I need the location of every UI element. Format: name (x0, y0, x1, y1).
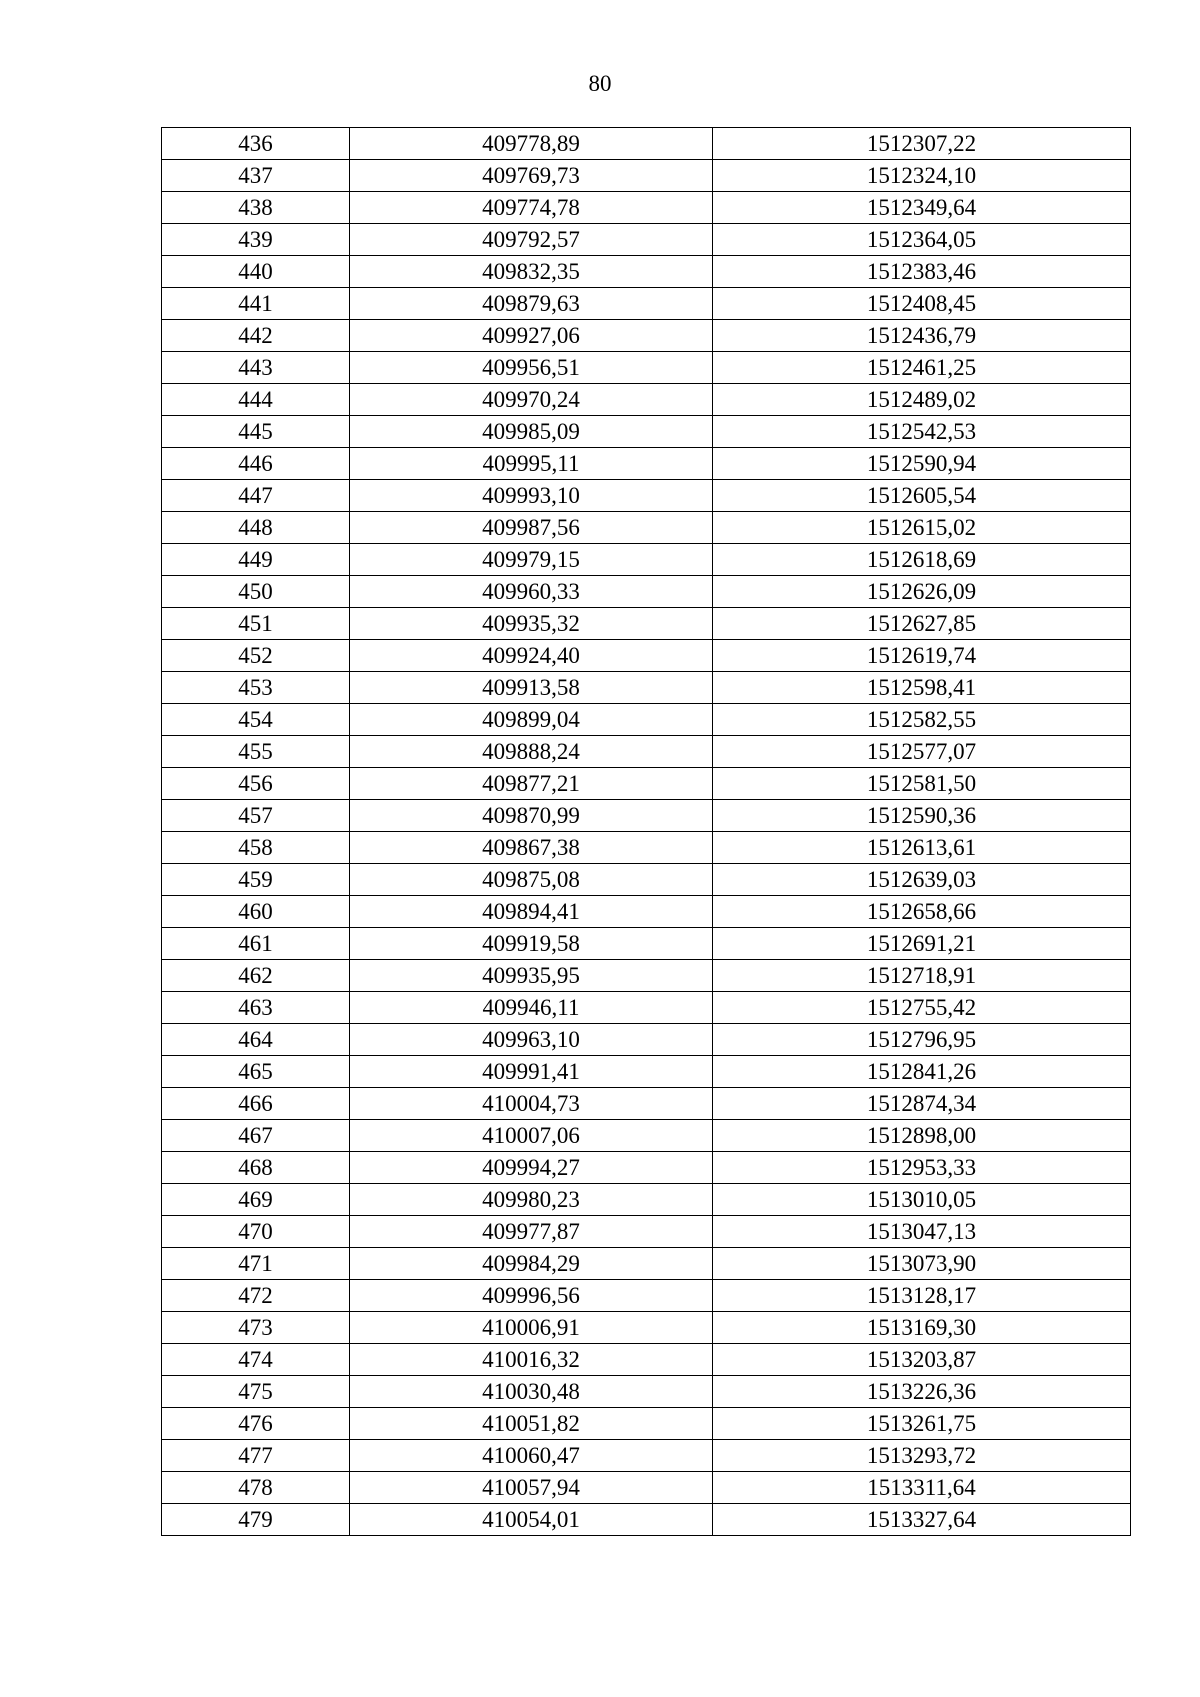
x-coordinate-cell: 409877,21 (350, 768, 713, 800)
point-number-cell: 444 (162, 384, 350, 416)
point-number-cell: 478 (162, 1472, 350, 1504)
table-row (162, 1248, 1131, 1280)
point-number-cell: 443 (162, 352, 350, 384)
table-row (162, 640, 1131, 672)
table-row (162, 1152, 1131, 1184)
x-coordinate-cell: 410016,32 (350, 1344, 713, 1376)
table-row (162, 800, 1131, 832)
x-coordinate-cell: 409991,41 (350, 1056, 713, 1088)
point-number-cell: 476 (162, 1408, 350, 1440)
y-coordinate-cell: 1513293,72 (713, 1440, 1131, 1472)
x-coordinate-cell: 409935,32 (350, 608, 713, 640)
table-row (162, 512, 1131, 544)
x-coordinate-cell: 409927,06 (350, 320, 713, 352)
x-coordinate-cell: 410007,06 (350, 1120, 713, 1152)
y-coordinate-cell: 1512324,10 (713, 160, 1131, 192)
x-coordinate-cell: 409774,78 (350, 192, 713, 224)
table-row (162, 1408, 1131, 1440)
point-number-cell: 453 (162, 672, 350, 704)
y-coordinate-cell: 1512841,26 (713, 1056, 1131, 1088)
point-number-cell: 463 (162, 992, 350, 1024)
table-row (162, 864, 1131, 896)
x-coordinate-cell: 410006,91 (350, 1312, 713, 1344)
point-number-cell: 454 (162, 704, 350, 736)
table-row (162, 1056, 1131, 1088)
x-coordinate-cell: 409778,89 (350, 128, 713, 160)
table-row (162, 1184, 1131, 1216)
x-coordinate-cell: 409899,04 (350, 704, 713, 736)
x-coordinate-cell: 409979,15 (350, 544, 713, 576)
y-coordinate-cell: 1512874,34 (713, 1088, 1131, 1120)
table-row (162, 1376, 1131, 1408)
x-coordinate-cell: 409894,41 (350, 896, 713, 928)
y-coordinate-cell: 1512627,85 (713, 608, 1131, 640)
point-number-cell: 474 (162, 1344, 350, 1376)
y-coordinate-cell: 1512658,66 (713, 896, 1131, 928)
point-number-cell: 437 (162, 160, 350, 192)
x-coordinate-cell: 410051,82 (350, 1408, 713, 1440)
point-number-cell: 447 (162, 480, 350, 512)
y-coordinate-cell: 1513010,05 (713, 1184, 1131, 1216)
table-row (162, 288, 1131, 320)
table-row (162, 1504, 1131, 1536)
y-coordinate-cell: 1512408,45 (713, 288, 1131, 320)
point-number-cell: 465 (162, 1056, 350, 1088)
y-coordinate-cell: 1512755,42 (713, 992, 1131, 1024)
table-row (162, 1472, 1131, 1504)
x-coordinate-cell: 409970,24 (350, 384, 713, 416)
table-row (162, 1216, 1131, 1248)
y-coordinate-cell: 1513261,75 (713, 1408, 1131, 1440)
y-coordinate-cell: 1512598,41 (713, 672, 1131, 704)
y-coordinate-cell: 1512898,00 (713, 1120, 1131, 1152)
y-coordinate-cell: 1512590,94 (713, 448, 1131, 480)
page-number: 80 (588, 71, 612, 96)
y-coordinate-cell: 1513047,13 (713, 1216, 1131, 1248)
point-number-cell: 455 (162, 736, 350, 768)
x-coordinate-cell: 409769,73 (350, 160, 713, 192)
x-coordinate-cell: 409993,10 (350, 480, 713, 512)
point-number-cell: 468 (162, 1152, 350, 1184)
y-coordinate-cell: 1513327,64 (713, 1504, 1131, 1536)
point-number-cell: 436 (162, 128, 350, 160)
point-number-cell: 441 (162, 288, 350, 320)
x-coordinate-cell: 409963,10 (350, 1024, 713, 1056)
x-coordinate-cell: 409996,56 (350, 1280, 713, 1312)
y-coordinate-cell: 1512796,95 (713, 1024, 1131, 1056)
table-row (162, 1312, 1131, 1344)
y-coordinate-cell: 1513073,90 (713, 1248, 1131, 1280)
y-coordinate-cell: 1512615,02 (713, 512, 1131, 544)
point-number-cell: 461 (162, 928, 350, 960)
point-number-cell: 442 (162, 320, 350, 352)
table-row (162, 352, 1131, 384)
table-row (162, 896, 1131, 928)
point-number-cell: 449 (162, 544, 350, 576)
y-coordinate-cell: 1512577,07 (713, 736, 1131, 768)
table-row (162, 704, 1131, 736)
y-coordinate-cell: 1512639,03 (713, 864, 1131, 896)
x-coordinate-cell: 409946,11 (350, 992, 713, 1024)
point-number-cell: 466 (162, 1088, 350, 1120)
point-number-cell: 456 (162, 768, 350, 800)
table-row (162, 544, 1131, 576)
y-coordinate-cell: 1513311,64 (713, 1472, 1131, 1504)
table-row (162, 1120, 1131, 1152)
point-number-cell: 471 (162, 1248, 350, 1280)
table-row (162, 480, 1131, 512)
x-coordinate-cell: 409870,99 (350, 800, 713, 832)
table-row (162, 736, 1131, 768)
table-row (162, 768, 1131, 800)
y-coordinate-cell: 1512618,69 (713, 544, 1131, 576)
y-coordinate-cell: 1512718,91 (713, 960, 1131, 992)
table-row (162, 128, 1131, 160)
point-number-cell: 452 (162, 640, 350, 672)
x-coordinate-cell: 409867,38 (350, 832, 713, 864)
table-row (162, 384, 1131, 416)
table-row (162, 928, 1131, 960)
x-coordinate-cell: 410054,01 (350, 1504, 713, 1536)
table-row (162, 608, 1131, 640)
point-number-cell: 451 (162, 608, 350, 640)
point-number-cell: 460 (162, 896, 350, 928)
x-coordinate-cell: 409984,29 (350, 1248, 713, 1280)
y-coordinate-cell: 1512613,61 (713, 832, 1131, 864)
y-coordinate-cell: 1512582,55 (713, 704, 1131, 736)
point-number-cell: 470 (162, 1216, 350, 1248)
point-number-cell: 472 (162, 1280, 350, 1312)
point-number-cell: 473 (162, 1312, 350, 1344)
point-number-cell: 475 (162, 1376, 350, 1408)
table-row (162, 160, 1131, 192)
x-coordinate-cell: 409977,87 (350, 1216, 713, 1248)
point-number-cell: 479 (162, 1504, 350, 1536)
table-row (162, 416, 1131, 448)
y-coordinate-cell: 1513128,17 (713, 1280, 1131, 1312)
point-number-cell: 458 (162, 832, 350, 864)
y-coordinate-cell: 1512383,46 (713, 256, 1131, 288)
table-row (162, 832, 1131, 864)
y-coordinate-cell: 1512605,54 (713, 480, 1131, 512)
coordinates-table (161, 127, 1131, 1536)
table-row (162, 448, 1131, 480)
y-coordinate-cell: 1512581,50 (713, 768, 1131, 800)
table-row (162, 1440, 1131, 1472)
point-number-cell: 450 (162, 576, 350, 608)
table-row (162, 1024, 1131, 1056)
x-coordinate-cell: 409879,63 (350, 288, 713, 320)
coordinates-table-body (162, 128, 1131, 1536)
y-coordinate-cell: 1512349,64 (713, 192, 1131, 224)
y-coordinate-cell: 1512461,25 (713, 352, 1131, 384)
x-coordinate-cell: 409960,33 (350, 576, 713, 608)
x-coordinate-cell: 409913,58 (350, 672, 713, 704)
x-coordinate-cell: 409792,57 (350, 224, 713, 256)
y-coordinate-cell: 1512489,02 (713, 384, 1131, 416)
y-coordinate-cell: 1512619,74 (713, 640, 1131, 672)
x-coordinate-cell: 409935,95 (350, 960, 713, 992)
y-coordinate-cell: 1513226,36 (713, 1376, 1131, 1408)
table-row (162, 992, 1131, 1024)
point-number-cell: 438 (162, 192, 350, 224)
point-number-cell: 459 (162, 864, 350, 896)
y-coordinate-cell: 1512436,79 (713, 320, 1131, 352)
y-coordinate-cell: 1512953,33 (713, 1152, 1131, 1184)
point-number-cell: 467 (162, 1120, 350, 1152)
x-coordinate-cell: 409919,58 (350, 928, 713, 960)
table-row (162, 1088, 1131, 1120)
x-coordinate-cell: 409924,40 (350, 640, 713, 672)
point-number-cell: 462 (162, 960, 350, 992)
x-coordinate-cell: 410030,48 (350, 1376, 713, 1408)
y-coordinate-cell: 1513169,30 (713, 1312, 1131, 1344)
y-coordinate-cell: 1512542,53 (713, 416, 1131, 448)
y-coordinate-cell: 1512590,36 (713, 800, 1131, 832)
x-coordinate-cell: 410057,94 (350, 1472, 713, 1504)
x-coordinate-cell: 410060,47 (350, 1440, 713, 1472)
table-row (162, 960, 1131, 992)
table-row (162, 224, 1131, 256)
y-coordinate-cell: 1512307,22 (713, 128, 1131, 160)
point-number-cell: 440 (162, 256, 350, 288)
x-coordinate-cell: 409987,56 (350, 512, 713, 544)
y-coordinate-cell: 1512626,09 (713, 576, 1131, 608)
point-number-cell: 448 (162, 512, 350, 544)
x-coordinate-cell: 410004,73 (350, 1088, 713, 1120)
point-number-cell: 445 (162, 416, 350, 448)
y-coordinate-cell: 1512364,05 (713, 224, 1131, 256)
table-row (162, 1344, 1131, 1376)
y-coordinate-cell: 1512691,21 (713, 928, 1131, 960)
point-number-cell: 439 (162, 224, 350, 256)
point-number-cell: 477 (162, 1440, 350, 1472)
x-coordinate-cell: 409980,23 (350, 1184, 713, 1216)
x-coordinate-cell: 409832,35 (350, 256, 713, 288)
point-number-cell: 469 (162, 1184, 350, 1216)
x-coordinate-cell: 409888,24 (350, 736, 713, 768)
point-number-cell: 446 (162, 448, 350, 480)
point-number-cell: 464 (162, 1024, 350, 1056)
point-number-cell: 457 (162, 800, 350, 832)
x-coordinate-cell: 409985,09 (350, 416, 713, 448)
x-coordinate-cell: 409995,11 (350, 448, 713, 480)
table-row (162, 256, 1131, 288)
table-row (162, 672, 1131, 704)
table-row (162, 320, 1131, 352)
y-coordinate-cell: 1513203,87 (713, 1344, 1131, 1376)
x-coordinate-cell: 409956,51 (350, 352, 713, 384)
table-row (162, 1280, 1131, 1312)
table-row (162, 192, 1131, 224)
table-row (162, 576, 1131, 608)
x-coordinate-cell: 409875,08 (350, 864, 713, 896)
x-coordinate-cell: 409994,27 (350, 1152, 713, 1184)
